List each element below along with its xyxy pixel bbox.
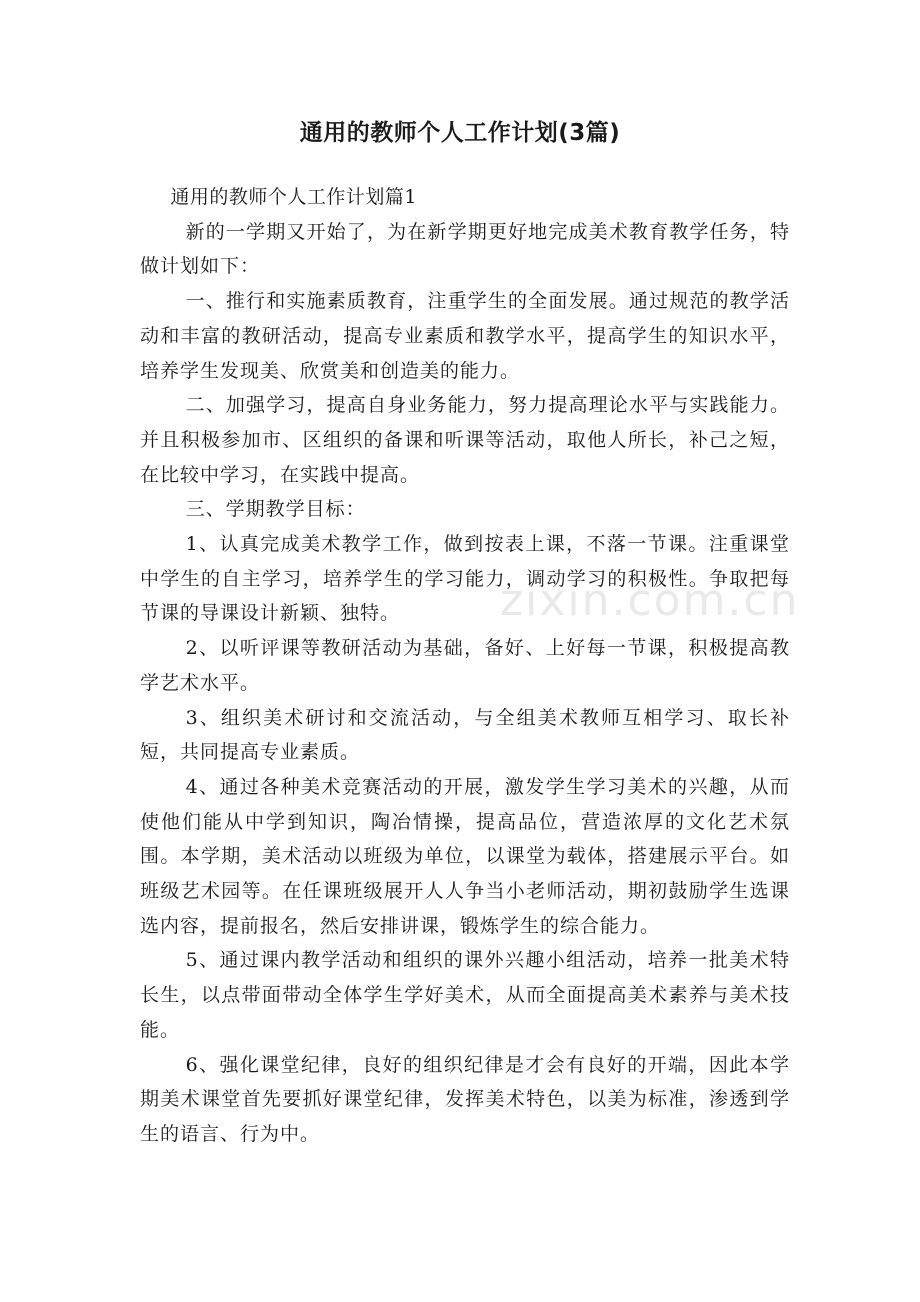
- goal-item-2: 2、以听评课等教研活动为基础，备好、上好每一节课，积极提高教学艺术水平。: [140, 637, 790, 694]
- section-heading: 通用的教师个人工作计划篇1: [170, 186, 417, 208]
- intro-paragraph: 新的一学期又开始了，为在新学期更好地完成美术教育教学任务，特做计划如下：: [140, 220, 790, 278]
- document-title: 通用的教师个人工作计划(3篇): [299, 120, 621, 146]
- goal-item-3: 3、组织美术研讨和交流活动，与全组美术教师互相学习、取长补短，共同提高专业素质。: [140, 706, 790, 764]
- paragraph-2: 二、加强学习，提高自身业务能力，努力提高理论水平与实践能力。并且积极参加市、区组织的备课和听课等活动，取他人所长，补己之短，在比较中学习，在实践中提高。: [140, 394, 790, 486]
- paragraph-3: 三、学期教学目标：: [185, 498, 366, 521]
- paragraph-1: 一、推行和实施素质教育，注重学生的全面发展。通过规范的教学活动和丰富的教研活动，提高专业素质和教学水平，提高学生的知识水平，培养学生发现美、欣赏美和创造美的能力。: [140, 290, 790, 382]
- goal-item-6: 6、强化课堂纪律，良好的组织纪律是才会有良好的开端，因此本学期美术课堂首先要抓好课堂纪律，发挥美术特色，以美为标准，渗透到学生的语言、行为中。: [140, 1053, 790, 1145]
- goal-item-5: 5、通过课内教学活动和组织的课外兴趣小组活动，培养一批美术特长生，以点带面带动全体学生学好美术，从而全面提高美术素养与美术技能。: [140, 949, 790, 1041]
- watermark: zixin.com.cn: [500, 575, 800, 626]
- document-body: [140, 180, 790, 1152]
- goal-item-1: 1、认真完成美术教学工作，做到按表上课，不落一节课。注重课堂中学生的自主学习，培养学生的学习能力，调动学习的积极性。争取把每节课的导课设计新颖、独特。: [140, 533, 790, 625]
- goal-item-4: 4、通过各种美术竞赛活动的开展，激发学生学习美术的兴趣，从而使他们能从中学到知识，陶冶情操，提高品位，营造浓厚的文化艺术氛围。本学期，美术活动以班级为单位，以课堂为载体，搭建展示平台。如班级艺术园等。在任课班级展开人人争当小老师活动，期初鼓励学生选课选内容，提前报名，然后安排讲课，锻炼学生的综合能力。: [140, 775, 790, 937]
